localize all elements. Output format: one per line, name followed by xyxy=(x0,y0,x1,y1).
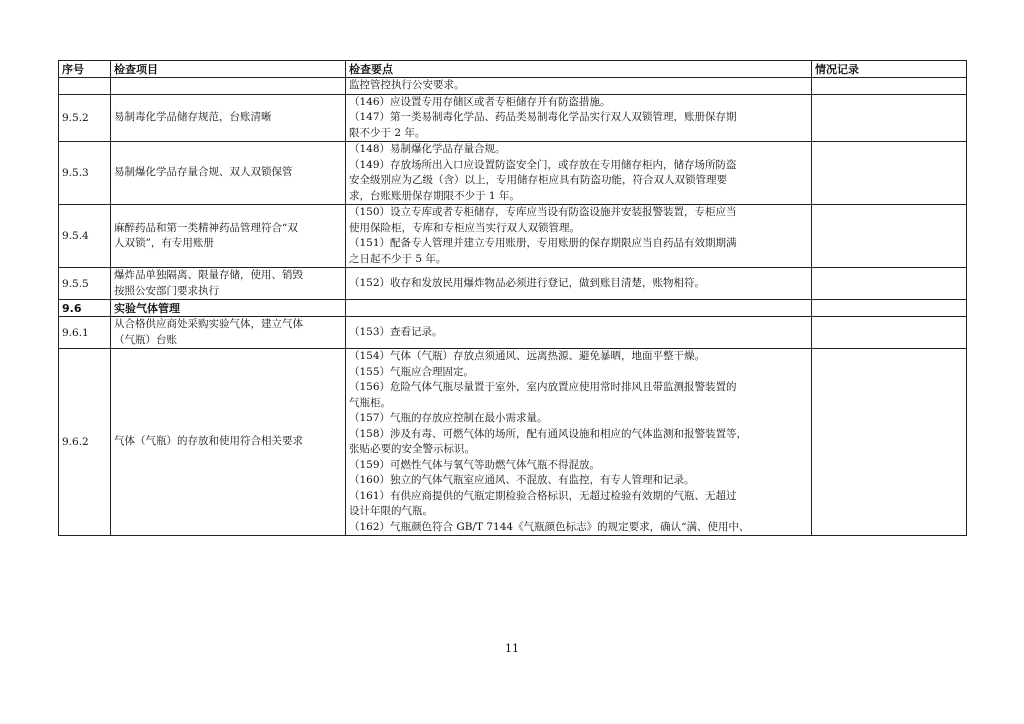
point-line: 安全级别应为乙级（含）以上，专用储存柜应具有防盗功能，符合双人双锁管理要 xyxy=(349,174,727,186)
header-record: 情况记录 xyxy=(812,61,967,78)
table-row xyxy=(59,268,967,300)
point-line: （156）危险气体气瓶尽量置于室外，室内放置应使用常时排风且带监测报警装置的 xyxy=(349,381,737,393)
item-line: （气瓶）台账 xyxy=(114,333,177,346)
table-header-row xyxy=(59,61,967,78)
row-points xyxy=(346,300,812,317)
row-id: 9.5.4 xyxy=(59,205,111,268)
section-title: 实验气体管理 xyxy=(111,300,346,317)
point-line: （153）查看记录。 xyxy=(349,325,443,338)
table-row xyxy=(59,349,967,536)
point-line: （146）应设置专用存储区或者专柜储存并有防盗措施。 xyxy=(349,95,611,108)
row-item xyxy=(111,268,346,300)
point-line: 限不少于 2 年。 xyxy=(349,126,426,139)
table-row xyxy=(59,94,967,142)
item-line: 人双锁”，有专用账册 xyxy=(114,237,214,249)
row-id: 9.5.3 xyxy=(59,142,111,205)
point-line: 气瓶柜。 xyxy=(349,396,391,409)
point-line: （152）收存和发放民用爆炸物品必须进行登记，做到账目清楚，账物相符。 xyxy=(349,276,706,289)
point-line: 监控管控执行公安要求。 xyxy=(349,79,465,91)
point-line: （149）存放场所出入口应设置防盗安全门，或存放在专用储存柜内，储存场所防盗 xyxy=(349,158,737,171)
row-record xyxy=(812,142,967,205)
point-line: （157）气瓶的存放应控制在最小需求量。 xyxy=(349,412,548,424)
point-line: （161）有供应商提供的气瓶定期检验合格标识，无超过检验有效期的气瓶、无超过 xyxy=(349,489,737,502)
row-points xyxy=(346,94,812,142)
row-points xyxy=(346,205,812,268)
row-item xyxy=(111,317,346,349)
table-row xyxy=(59,78,967,95)
row-id: 9.6.2 xyxy=(59,349,111,536)
section-id: 9.6 xyxy=(59,300,111,317)
row-record xyxy=(812,78,967,95)
row-points xyxy=(346,317,812,349)
point-line: （158）涉及有毒、可燃气体的场所，配有通风设施和相应的气体监测和报警装置等， xyxy=(349,427,748,440)
row-points xyxy=(346,142,812,205)
point-line: （159）可燃性气体与氧气等助燃气体气瓶不得混放。 xyxy=(349,458,601,471)
row-record xyxy=(812,300,967,317)
row-points xyxy=(346,349,812,536)
header-id: 序号 xyxy=(59,61,111,78)
row-record xyxy=(812,268,967,300)
row-points xyxy=(346,78,812,95)
item-line: 从合格供应商处采购实验气体，建立气体 xyxy=(114,318,303,330)
point-line: 使用保险柜，专库和专柜应当实行双人双锁管理。 xyxy=(349,221,580,234)
point-line: （150）设立专库或者专柜储存，专库应当设有防盗设施并安装报警装置，专柜应当 xyxy=(349,206,737,218)
header-points: 检查要点 xyxy=(346,61,812,78)
table-row xyxy=(59,205,967,268)
point-line: （155）气瓶应合理固定。 xyxy=(349,365,475,378)
point-line: （147）第一类易制毒化学品、药品类易制毒化学品实行双人双锁管理，账册保存期 xyxy=(349,111,737,123)
row-id: 9.5.2 xyxy=(59,94,111,142)
row-record xyxy=(812,205,967,268)
item-line: 爆炸品单独隔离、限量存储，使用、销毁 xyxy=(114,269,303,281)
point-line: （154）气体（气瓶）存放点须通风、远离热源、避免暴晒，地面平整干燥。 xyxy=(349,350,706,362)
section-row xyxy=(59,300,967,317)
point-line: （162）气瓶颜色符合 GB/T 7144《气瓶颜色标志》的规定要求，确认“满、使用中、 xyxy=(349,520,750,533)
row-id: 9.5.5 xyxy=(59,268,111,300)
inspection-table xyxy=(58,60,967,536)
row-item: 易制毒化学品储存规范，台账清晰 xyxy=(111,94,346,142)
row-points xyxy=(346,268,812,300)
table-row xyxy=(59,317,967,349)
page-number: 11 xyxy=(505,642,519,655)
point-line: （160）独立的气体气瓶室应通风、不混放、有监控，有专人管理和记录。 xyxy=(349,474,695,486)
row-item: 易制爆化学品存量合规、双人双锁保管 xyxy=(111,142,346,205)
point-line: （148）易制爆化学品存量合规。 xyxy=(349,143,506,155)
row-item: 气体（气瓶）的存放和使用符合相关要求 xyxy=(111,349,346,536)
header-item: 检查项目 xyxy=(111,61,346,78)
table-row xyxy=(59,142,967,205)
point-line: 张贴必要的安全警示标识。 xyxy=(349,443,475,455)
row-record xyxy=(812,94,967,142)
row-id xyxy=(59,78,111,95)
item-line: 按照公安部门要求执行 xyxy=(114,284,219,297)
point-line: 求，台账账册保存期限不少于 1 年。 xyxy=(349,189,520,202)
row-item xyxy=(111,205,346,268)
item-line: 麻醉药品和第一类精神药品管理符合“双 xyxy=(114,221,298,234)
row-record xyxy=(812,317,967,349)
row-id: 9.6.1 xyxy=(59,317,111,349)
point-line: （151）配备专人管理并建立专用账册，专用账册的保存期限应当自药品有效期期满 xyxy=(349,237,737,249)
point-line: 设计年限的气瓶。 xyxy=(349,505,433,517)
row-record xyxy=(812,349,967,536)
row-item xyxy=(111,78,346,95)
point-line: 之日起不少于 5 年。 xyxy=(349,252,447,265)
